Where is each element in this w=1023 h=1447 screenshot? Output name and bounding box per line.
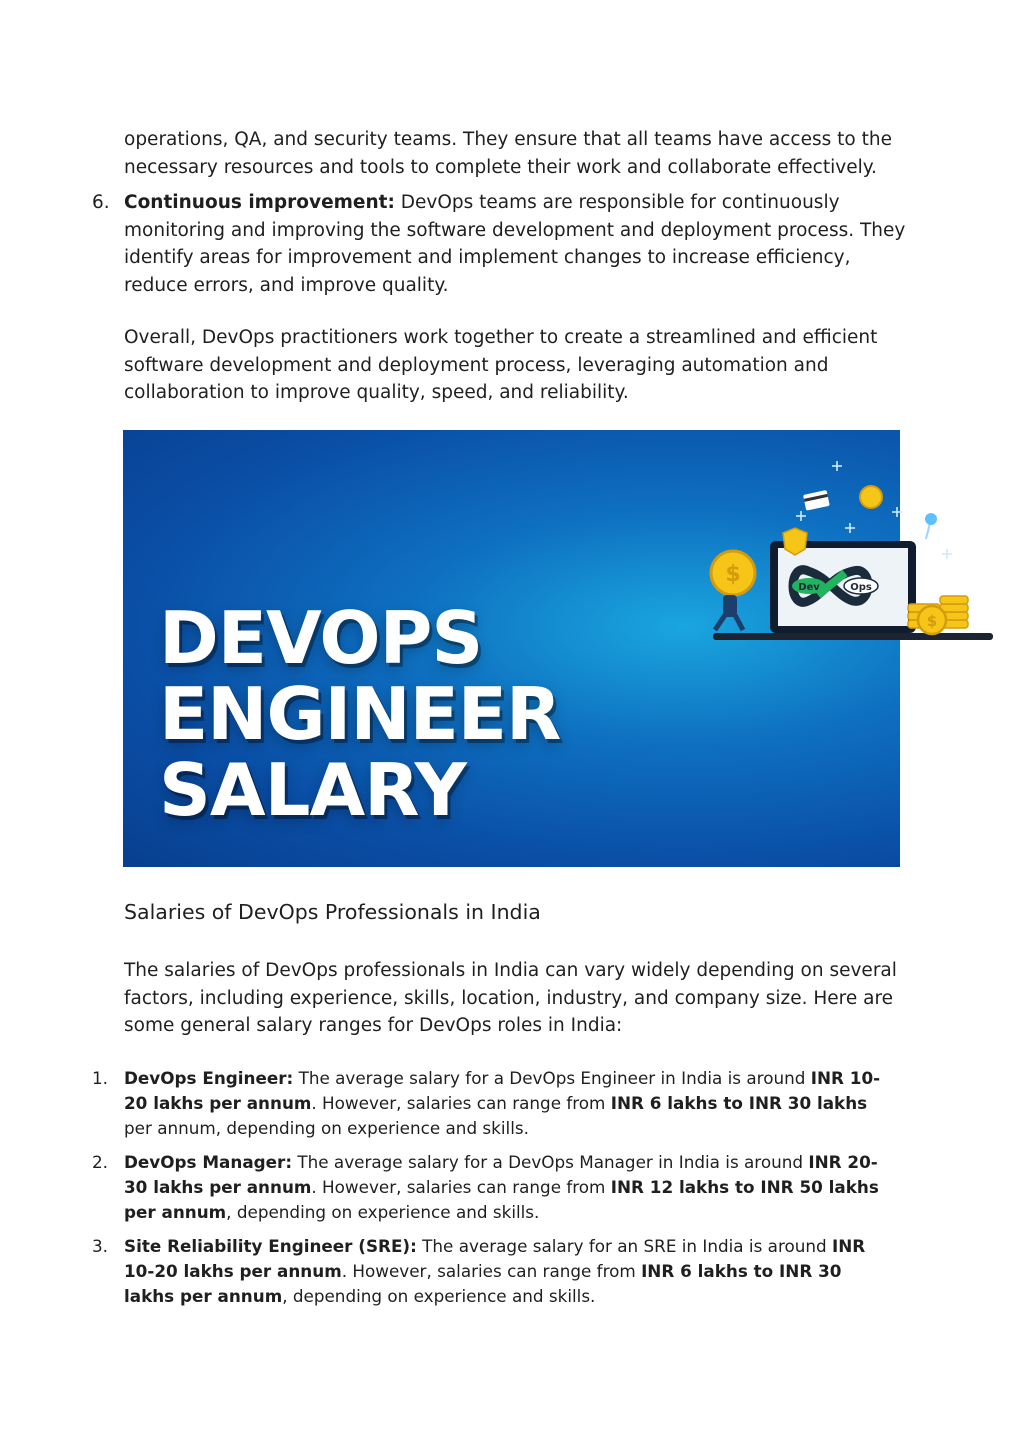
salary-range: INR 6 lakhs to INR 30 lakhs per annum: [124, 1261, 842, 1306]
role-title: DevOps Engineer:: [124, 1068, 294, 1088]
svg-text:$: $: [725, 562, 741, 587]
list-item-text: [124, 1150, 894, 1225]
coin-icon: [860, 486, 882, 508]
section-heading: Salaries of DevOps Professionals in India: [124, 900, 541, 924]
pin-icon: [925, 513, 937, 539]
salary-range: INR 6 lakhs to INR 30 lakhs: [610, 1093, 868, 1113]
intro-paragraph: The salaries of DevOps professionals in India can vary widely depending on several factors, including experience, skills, location, industry, and company size. Here are some general salary ranges for DevOps roles in India:: [124, 960, 897, 1036]
credit-card-icon: [803, 490, 830, 511]
svg-text:Dev: Dev: [798, 582, 820, 593]
list-number: 6.: [92, 192, 110, 213]
text-run: . However, salaries can range from: [311, 1093, 611, 1113]
list-item-text: [124, 1066, 894, 1141]
list-item: [92, 1150, 922, 1225]
text-run: The average salary for a DevOps Engineer in India is around: [293, 1068, 811, 1088]
salary-range: INR 12 lakhs to INR 50 lakhs per annum: [124, 1177, 879, 1222]
list-item-text: [124, 189, 914, 299]
list-number: 1.: [92, 1068, 109, 1088]
list-number: 2.: [92, 1152, 109, 1172]
banner-title-line: ENGINEER: [159, 672, 561, 756]
text-run: The average salary for an SRE in India is around: [416, 1236, 833, 1256]
overall-paragraph: Overall, DevOps practitioners work together to create a streamlined and efficient software development and deployment process, leveraging automation and collaboration to improve quality, speed, and reliability.: [124, 327, 878, 403]
salary-list: [92, 1066, 922, 1309]
salary-range: INR 10-20 lakhs per annum: [124, 1236, 866, 1281]
svg-text:Ops: Ops: [850, 582, 872, 593]
role-title: Site Reliability Engineer (SRE):: [124, 1236, 417, 1256]
svg-text:$: $: [926, 612, 938, 630]
text-run: , depending on experience and skills.: [282, 1286, 596, 1306]
text-run: The average salary for a DevOps Manager in India is around: [292, 1152, 809, 1172]
list-item-body: DevOps teams are responsible for continuously monitoring and improving the software development and deployment process. They identify areas for improvement and implement changes to increase efficiency, reduce errors, and improve quality.: [124, 192, 906, 296]
banner-title-line: SALARY: [159, 748, 466, 832]
text-run: . However, salaries can range from: [341, 1261, 642, 1281]
list-item: [92, 1066, 922, 1141]
continuation-paragraph: operations, QA, and security teams. They ensure that all teams have access to the necessary resources and tools to complete their work and collaborate effectively.: [124, 129, 892, 178]
devops-salary-banner-image: [123, 430, 938, 867]
list-item-title: Continuous improvement:: [124, 192, 395, 213]
list-number: 3.: [92, 1236, 109, 1256]
role-title: DevOps Manager:: [124, 1152, 293, 1172]
list-item-text: [124, 1234, 894, 1309]
list-item: [92, 1234, 922, 1309]
text-run: , depending on experience and skills.: [226, 1202, 540, 1222]
salary-range: INR 10-20 lakhs per annum: [124, 1068, 881, 1113]
text-run: per annum, depending on experience and skills.: [124, 1118, 529, 1138]
salary-range: INR 20-30 lakhs per annum: [124, 1152, 878, 1197]
banner-title-line: DEVOPS: [159, 596, 483, 680]
person-carrying-coin-icon: [711, 551, 755, 630]
banner-title: [159, 596, 561, 832]
text-run: . However, salaries can range from: [311, 1177, 611, 1197]
devops-laptop-illustration: [583, 455, 938, 635]
